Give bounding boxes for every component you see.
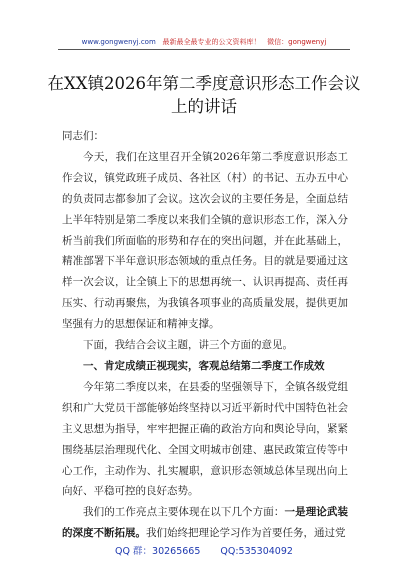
header-divider	[58, 49, 350, 50]
header-wechat: 微信：gongwenyj	[267, 38, 327, 46]
header-url[interactable]: www.gongwenyj.com	[81, 38, 156, 46]
footer-qq-group: QQ 群：30265665	[115, 546, 201, 557]
section-heading-1: 一、肯定成绩正视现实，客观总结第二季度工作成效	[83, 359, 325, 372]
title-line-2: 上的讲话	[171, 97, 237, 116]
paragraph-2: 下面，我结合会议主题，讲三个方面的意见。	[83, 339, 293, 352]
footer-qq: QQ:535304092	[220, 546, 293, 557]
header-banner	[0, 38, 408, 47]
paragraph-3: 今年第二季度以来，在县委的坚强领导下，全镇各级党组织和广大党员干部能够始终坚持以习近平新时代中国特色社会主义思想为指导，牢牢把握正确的政治方向和舆论导向，紧紧围绕基层治理现代化、全国文明城市创建、惠民政策宣传等中心工作，主动作为、扎实履职，意识形态领域总体呈现出向上向好、平稳可控的良好态势。	[62, 380, 348, 498]
paragraph-4-emphasis: 一是理论武装的深度不断拓展。	[62, 506, 349, 540]
paragraph-4-tail: 我们始终把理论学习作为首要任务，通过党	[146, 527, 346, 540]
paragraph-4-lead: 我们的工作亮点主要体现在以下几个方面：	[83, 506, 285, 519]
paragraph-1: 今天，我们在这里召开全镇2026年第二季度意识形态工作会议，镇党政班子成员、各社区（村）的书记、五办五中心的负责同志都参加了会议。这次会议的主要任务是，全面总结上半年特别是第二季度以来我们全镇的意识形态工作，深入分析当前我们所面临的形势和存在的突出问题，并在此基础上，精准部署下半年意识形态领域的重点任务。目的就是要通过这样一次会议，让全镇上下的思想再统一、认识再提高、责任再压实、行动再聚焦，为我镇各项事业的高质量发展，提供更加坚强有力的思想保证和精神支撑。	[62, 150, 348, 331]
salutation: 同志们：	[62, 130, 104, 142]
document-title	[40, 72, 368, 118]
paragraph-4	[62, 502, 348, 544]
header-tagline: 最新最全最专业的公文资料库！	[162, 38, 261, 46]
title-line-1: 在XX镇2026年第二季度意识形态工作会议	[47, 74, 361, 93]
footer-contact	[0, 546, 408, 558]
document-body	[62, 126, 348, 544]
